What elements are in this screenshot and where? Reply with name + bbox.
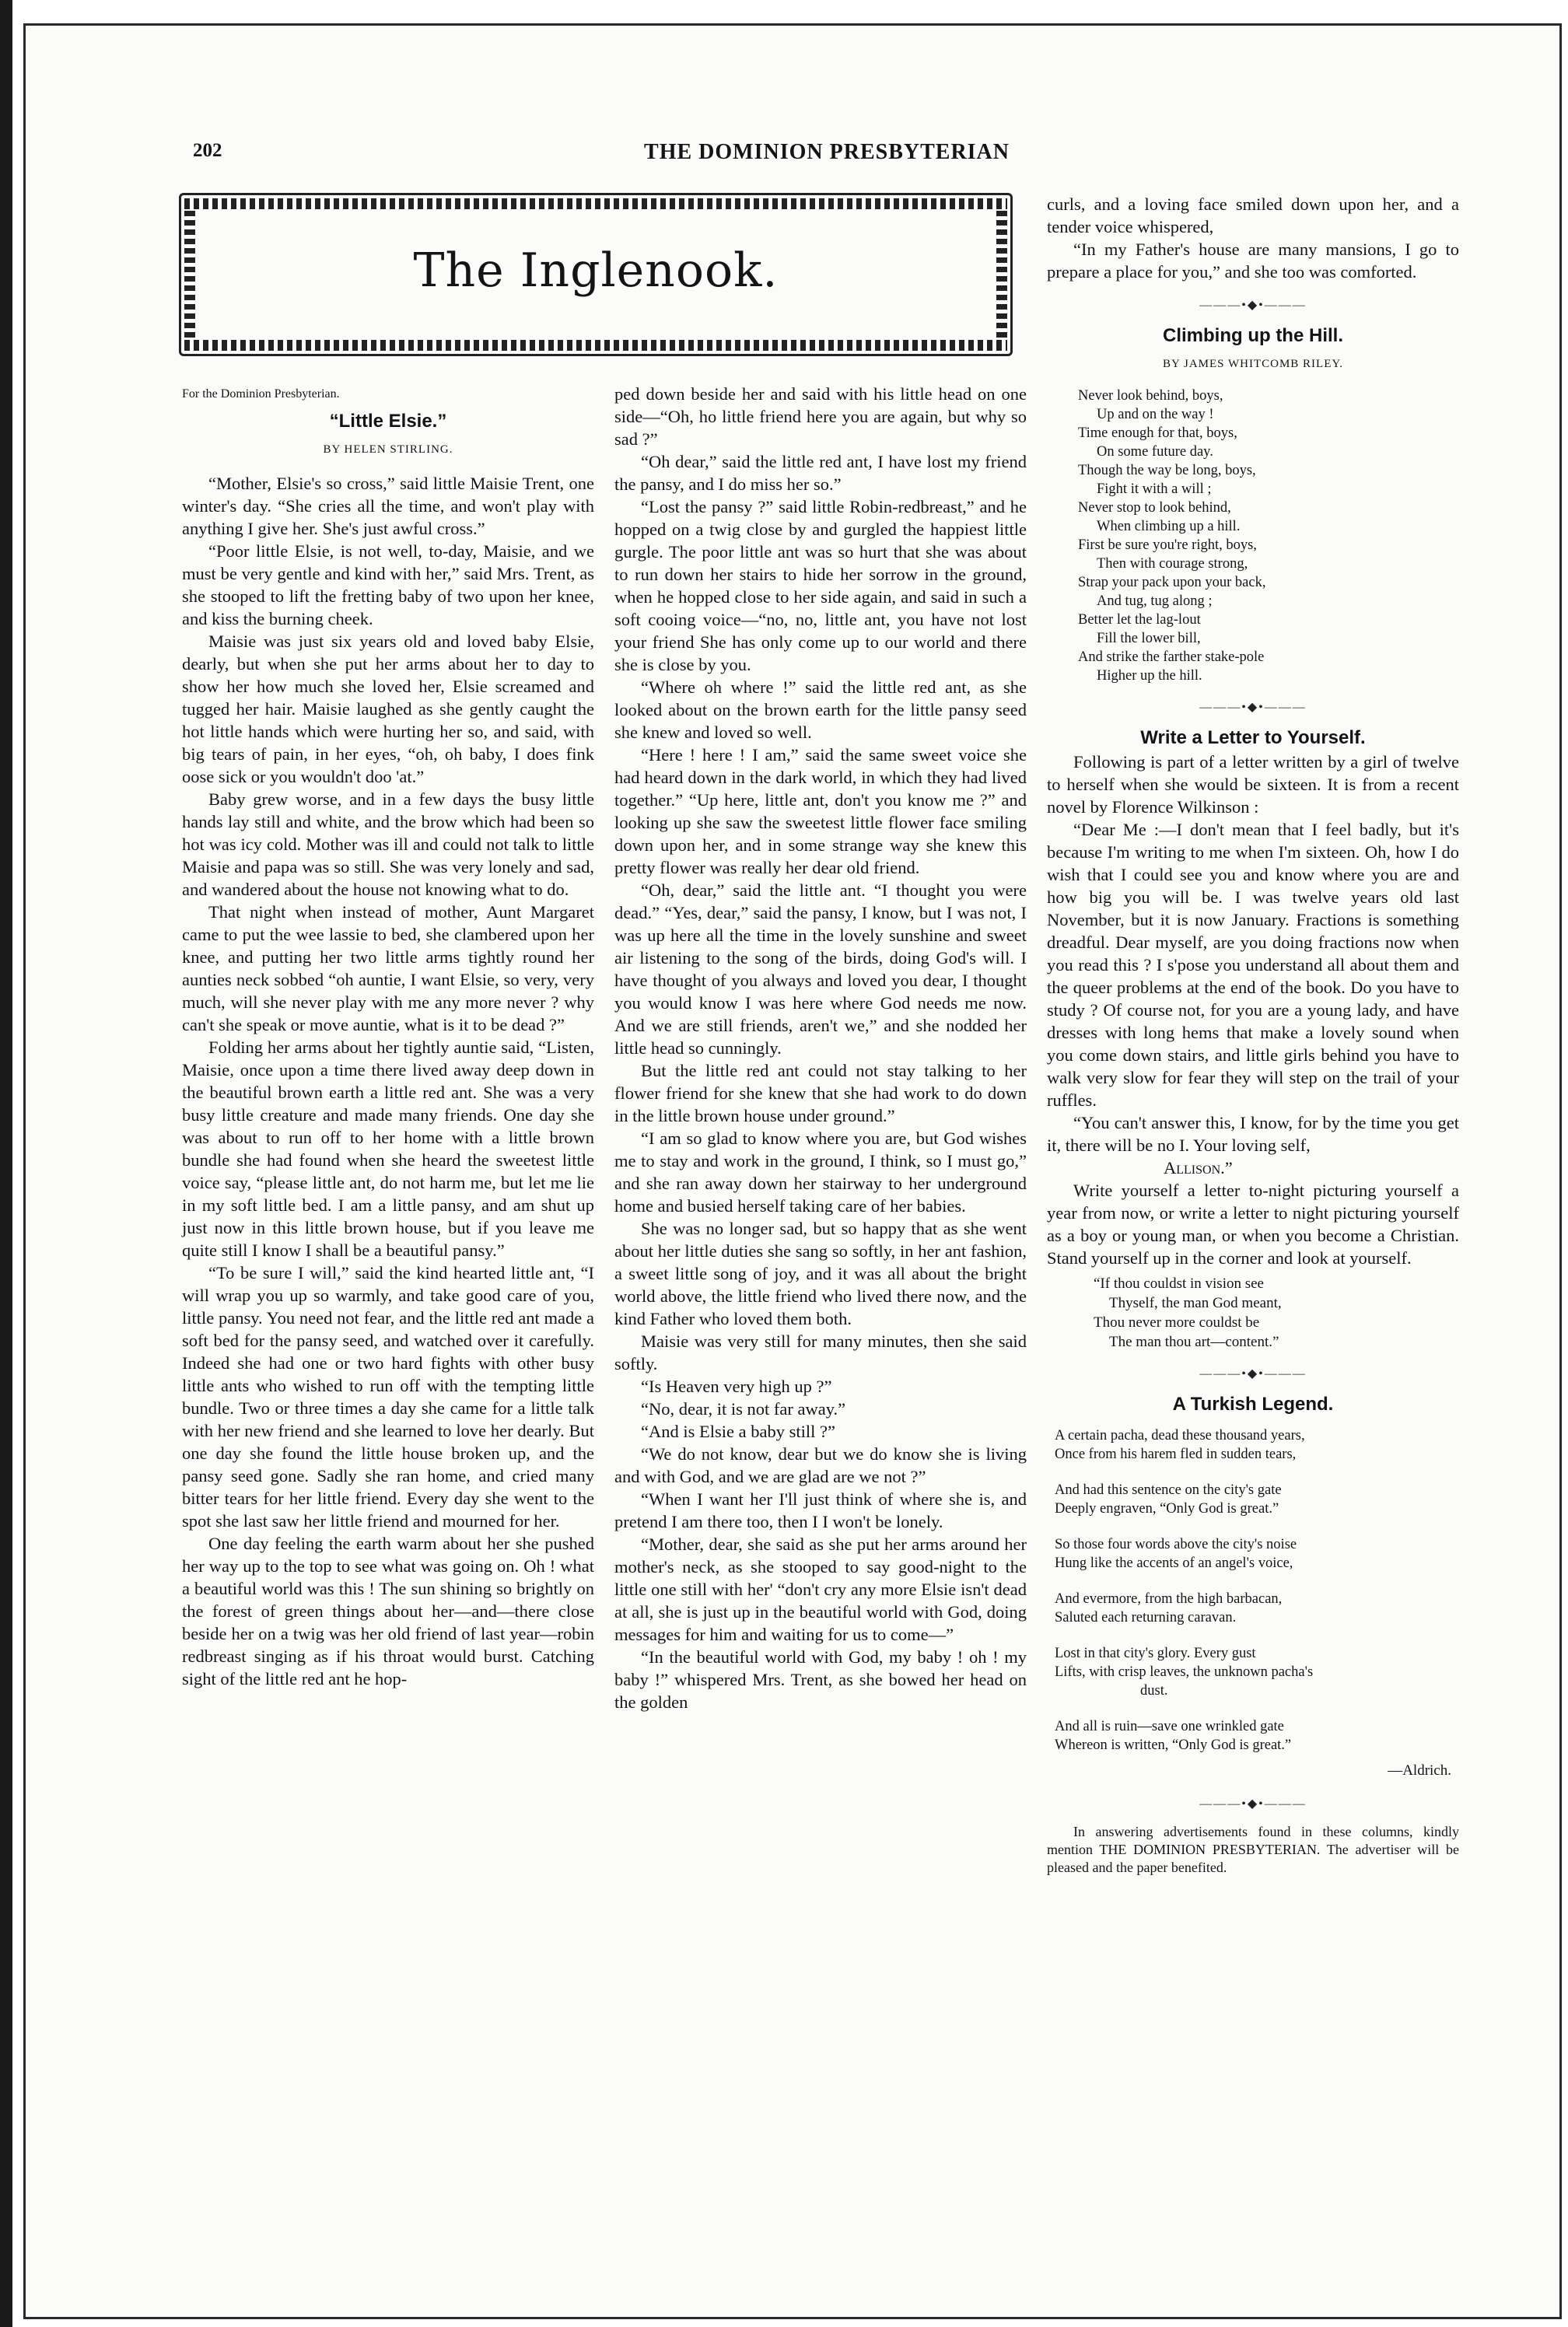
paragraph: “Lost the pansy ?” said little Robin-redbreast,” and he hopped on a twig close by and gurgled the happiest little gurgle. The poor little ant was so hurt that she was about to run down her stairs to hide her sorrow in the ground, when he hopped close to her side again, and said in such a soft cooing voice—“no, no, little ant, you have not lost your friend She has only come up to our world and there she is close by you. bbox=[614, 497, 1027, 674]
legend-line: Hung like the accents of an angel's voice, bbox=[1055, 1555, 1293, 1571]
poem-line: Never look behind, boys, bbox=[1078, 388, 1223, 404]
advertising-notice: In answering advertisements found in these columns, kindly mention THE DOMINION PRESBYTERIAN. The advertiser will be pleased and the paper benefited. bbox=[1047, 1824, 1459, 1875]
column-3 bbox=[1047, 193, 1459, 1877]
article-title-little-elsie: “Little Elsie.” bbox=[329, 411, 447, 432]
paragraph: “In my Father's house are many mansions, I go to prepare a place for you,” and she too was comforted. bbox=[1047, 240, 1459, 282]
poem-line: Fill the lower bill, bbox=[1097, 631, 1201, 646]
paragraph: Following is part of a letter written by a girl of twelve to herself when she would be sixteen. It is from a recent novel by Florence Wilkinson : bbox=[1047, 752, 1459, 817]
poem-line: And tug, tug along ; bbox=[1097, 593, 1213, 609]
paragraph: “Is Heaven very high up ?” bbox=[641, 1377, 832, 1396]
paragraph: One day feeling the earth warm about her she pushed her way up to the top to see what was going on. Oh ! what a beautiful world was this ! The sun shining so brightly on the forest of green things about her—and—there close beside her on a twig was her old friend of last year—robin redbreast singing as if his throat would burst. Catching sight of the little red ant he hop- bbox=[182, 1534, 594, 1688]
poem-line: Up and on the way ! bbox=[1097, 407, 1214, 422]
legend-stanza bbox=[1055, 1590, 1459, 1627]
article-credit: For the Dominion Presbyterian. bbox=[182, 387, 340, 401]
legend-attribution: —Aldrich. bbox=[1388, 1762, 1451, 1779]
paragraph: That night when instead of mother, Aunt Margaret came to put the wee lassie to bed, she clambered upon her knee, and putting her two little arms tightly round her aunties neck sobbed “oh auntie, I want Elsie, so very, very much, will she never play with me any more never ? why can't she speak or move auntie, what is it to be dead ?” bbox=[182, 902, 594, 1034]
paragraph: “Mother, dear, she said as she put her arms around her mother's neck, as she stooped to say good-night to the little one still with her' “don't cry any more Elsie isn't dead at all, she is just up in the beautiful world with God, doing messages for him and waiting for us to come—” bbox=[614, 1534, 1027, 1644]
paragraph: “To be sure I will,” said the kind hearted little ant, “I will wrap you up so warmly, and take good care of you, little pansy. You need not fear, and the little red ant made a soft bed for the pansy seed, and watched over it carefully. Indeed she had one or two hard fights with other busy little ants who wished to run off with the tempting little bundle. Two or three times a day she came for a little talk with her new friend and she learned to love her dearly. But one day she found the little house broken up, and the pansy seed gone. Sadly she ran home, and cried many bitter tears for her little friend. Every day she went to the spot she last saw her little friend and mourned for her. bbox=[182, 1263, 594, 1531]
separator-rule: ———•◆•——— bbox=[1199, 1797, 1307, 1811]
paragraph: Write yourself a letter to-night picturing yourself a year from now, or write a letter to night picturing yourself as a boy or young man, or when you become a Christian. Stand yourself up in the corner and look at yourself. bbox=[1047, 1181, 1459, 1268]
column-2 bbox=[614, 383, 1027, 1713]
verse-line: The man thou art—content.” bbox=[1109, 1334, 1279, 1350]
article-byline: BY HELEN STIRLING. bbox=[323, 443, 453, 456]
article-title-climbing: Climbing up the Hill. bbox=[1163, 325, 1343, 346]
section-banner bbox=[179, 193, 1013, 356]
legend-stanza bbox=[1055, 1717, 1459, 1755]
inset-verse bbox=[1094, 1274, 1459, 1352]
legend-line: Once from his harem fled in sudden tears, bbox=[1055, 1447, 1297, 1462]
legend-line: And had this sentence on the city's gate bbox=[1055, 1482, 1282, 1498]
paragraph: “Poor little Elsie, is not well, to-day, Maisie, and we must be very gentle and kind with her,” said Mrs. Trent, as she stooped to lift the fretting baby of two upon her knee, and kiss the burning cheek. bbox=[182, 541, 594, 628]
paragraph: “When I want her I'll just think of where she is, and pretend I am there too, then I I won't be lonely. bbox=[614, 1489, 1027, 1531]
paragraph: “No, dear, it is not far away.” bbox=[641, 1399, 846, 1419]
article-title-letter: Write a Letter to Yourself. bbox=[1140, 727, 1366, 748]
poem-line: First be sure you're right, boys, bbox=[1078, 537, 1257, 553]
poem-line: Then with courage strong, bbox=[1097, 556, 1248, 572]
banner-border-bottom bbox=[184, 340, 1007, 351]
paragraph: “Here ! here ! I am,” said the same sweet voice she had heard down in the dark world, in which they had lived together.” “Up here, little ant, don't you know me ?” and looking up she saw the sweetest little flower face smiling down upon her, and in some strange way she knew this pretty flower was really her dear old friend. bbox=[614, 745, 1027, 877]
poem-line: Fight it with a will ; bbox=[1097, 481, 1212, 497]
paragraph: “You can't answer this, I know, for by the time you get it, there will be no I. Your loving self, bbox=[1047, 1113, 1459, 1155]
poem-line: And strike the farther stake-pole bbox=[1078, 649, 1265, 665]
separator-rule: ———•◆•——— bbox=[1199, 1367, 1307, 1380]
legend-stanza bbox=[1055, 1426, 1459, 1464]
verse-line: Thou never more couldst be bbox=[1094, 1314, 1260, 1331]
legend-stanza bbox=[1055, 1644, 1459, 1700]
poem-line: Higher up the hill. bbox=[1097, 668, 1202, 684]
legend-line: A certain pacha, dead these thousand years, bbox=[1055, 1428, 1305, 1443]
letter-signature: Allison.” bbox=[1164, 1158, 1233, 1177]
page-number: 202 bbox=[193, 140, 222, 161]
poem-climbing bbox=[1078, 387, 1459, 685]
legend-line: Lost in that city's glory. Every gust bbox=[1055, 1646, 1256, 1661]
separator-rule: ———•◆•——— bbox=[1199, 299, 1307, 312]
article-title-legend: A Turkish Legend. bbox=[1172, 1394, 1334, 1415]
paragraph: “In the beautiful world with God, my baby ! oh ! my baby !” whispered Mrs. Trent, as she bowed her head on the golden bbox=[614, 1647, 1027, 1712]
poem-line: When climbing up a hill. bbox=[1097, 519, 1241, 534]
section-title: The Inglenook. bbox=[413, 243, 779, 298]
letter-signature-line bbox=[1047, 1157, 1459, 1179]
banner-border-top bbox=[184, 198, 1007, 209]
paragraph: But the little red ant could not stay talking to her flower friend for she knew that she had work to do down in the little brown house under ground.” bbox=[614, 1061, 1027, 1125]
paragraph: “And is Elsie a baby still ?” bbox=[641, 1422, 835, 1441]
paragraph: ped down beside her and said with his little head on one side—“Oh, ho little friend here you are again, but why so sad ?” bbox=[614, 384, 1027, 449]
paragraph: “I am so glad to know where you are, but God wishes me to stay and work in the ground, I think, so I must go,” and she ran away down her stairway to her underground home and busied herself taking care of her babies. bbox=[614, 1129, 1027, 1216]
running-title: THE DOMINION PRESBYTERIAN bbox=[644, 140, 1010, 164]
paragraph: “Oh dear,” said the little red ant, I have lost my friend the pansy, and I do miss her so.” bbox=[614, 452, 1027, 494]
paragraph: “Mother, Elsie's so cross,” said little Maisie Trent, one winter's day. “She cries all the time, and won't play with anything I give her. She's just awful cross.” bbox=[182, 474, 594, 538]
poem-line: Never stop to look behind, bbox=[1078, 500, 1231, 516]
column-1 bbox=[182, 383, 594, 1690]
page-header bbox=[193, 140, 1010, 171]
paragraph: “Where oh where !” said the little red ant, as she looked about on the brown earth for the little pansy seed she knew and loved so well. bbox=[614, 677, 1027, 742]
verse-line: “If thou couldst in vision see bbox=[1094, 1275, 1264, 1292]
legend-line: Saluted each returning caravan. bbox=[1055, 1610, 1237, 1625]
paragraph: She was no longer sad, but so happy that as she went about her little duties she sang so softly, in her ant fashion, a sweet little song of joy, and it was all about the bright world above, the little friend who lived there now, and the kind Father who loved them both. bbox=[614, 1219, 1027, 1328]
legend-line: And evermore, from the high barbacan, bbox=[1055, 1591, 1283, 1607]
verse-line: Thyself, the man God meant, bbox=[1109, 1295, 1282, 1311]
paragraph: “Dear Me :—I don't mean that I feel badly, but it's because I'm writing to me when I'm sixteen. Oh, how I do wish that I could see you and know where you are and how big you will be. I was twelve years old last November, but it is now January. Fractions is something dreadful. Dear myself, are you doing fractions now when you read this ? I s'pose you understand all about them and the queer problems at the end of the book. Do you have to study ? Of course not, for you are a young lady, and have dresses with long hems that make a lovely sound when you come down stairs, and little girls behind you have to walk very slow for fear they will step on the trail of your ruffles. bbox=[1047, 820, 1459, 1110]
poem-line: Better let the lag-lout bbox=[1078, 612, 1201, 628]
legend-line: And all is ruin—save one wrinkled gate bbox=[1055, 1719, 1284, 1734]
legend-line: So those four words above the city's noise bbox=[1055, 1537, 1297, 1552]
paragraph: “Oh, dear,” said the little ant. “I thought you were dead.” “Yes, dear,” said the pansy, I know, but I was not, I was up here all the time in the lovely sunshine and sweet air listening to the song of the birds, doing God's will. I have thought of you always and loved you dear, I thought you would know I was here where God needs me now. And we are still friends, aren't we,” and she nodded her little head so cunningly. bbox=[614, 880, 1027, 1058]
legend-line: dust. bbox=[1140, 1683, 1168, 1699]
poem-line: Though the way be long, boys, bbox=[1078, 463, 1256, 478]
paragraph: Folding her arms about her tightly auntie said, “Listen, Maisie, once upon a time there lived away deep down in the beautiful brown earth a little red ant. She was a very busy little creature and made many friends. One day she was about to run off to her home with a little brown bundle she had found when she heard the sweetest little voice say, “please little ant, do not harm me, but let me lie in my soft little bed. I am a little pansy, and am shut up just now in this little brown house, but if you leave me quite still I know I shall be a beautiful pansy.” bbox=[182, 1038, 594, 1260]
paragraph: curls, and a loving face smiled down upon her, and a tender voice whispered, bbox=[1047, 194, 1459, 236]
legend-line: Deeply engraven, “Only God is great.” bbox=[1055, 1501, 1279, 1517]
legend-stanza bbox=[1055, 1481, 1459, 1518]
legend-line: Lifts, with crisp leaves, the unknown pacha's bbox=[1055, 1664, 1314, 1680]
poem-line: Time enough for that, boys, bbox=[1078, 425, 1237, 441]
scan-edge bbox=[0, 0, 12, 2327]
legend-stanza bbox=[1055, 1535, 1459, 1573]
poem-byline: BY JAMES WHITCOMB RILEY. bbox=[1162, 358, 1344, 370]
poem-line: On some future day. bbox=[1097, 444, 1213, 460]
poem-line: Strap your pack upon your back, bbox=[1078, 575, 1266, 590]
legend-line: Whereon is written, “Only God is great.” bbox=[1055, 1737, 1292, 1753]
paragraph: Baby grew worse, and in a few days the busy little hands lay still and white, and the brow which had been so hot was icy cold. Mother was ill and could not talk to little Maisie and papa was so still. She was very lonely and sad, and wandered about the house not knowing what to do. bbox=[182, 789, 594, 899]
paragraph: “We do not know, dear but we do know she is living and with God, and we are glad are we not ?” bbox=[614, 1444, 1027, 1486]
separator-rule: ———•◆•——— bbox=[1199, 701, 1307, 714]
paragraph: Maisie was very still for many minutes, then she said softly. bbox=[614, 1331, 1027, 1373]
paragraph: Maisie was just six years old and loved baby Elsie, dearly, but when she put her arms about her to day to show her how much she loved her, Elsie screamed and tugged her hair. Maisie laughed as she gently caught the hot little hands which were hurting her so, and said, with big tears of pain, in her eyes, “oh, oh baby, I does fink oose sick or you wouldn't doo 'at.” bbox=[182, 632, 594, 786]
